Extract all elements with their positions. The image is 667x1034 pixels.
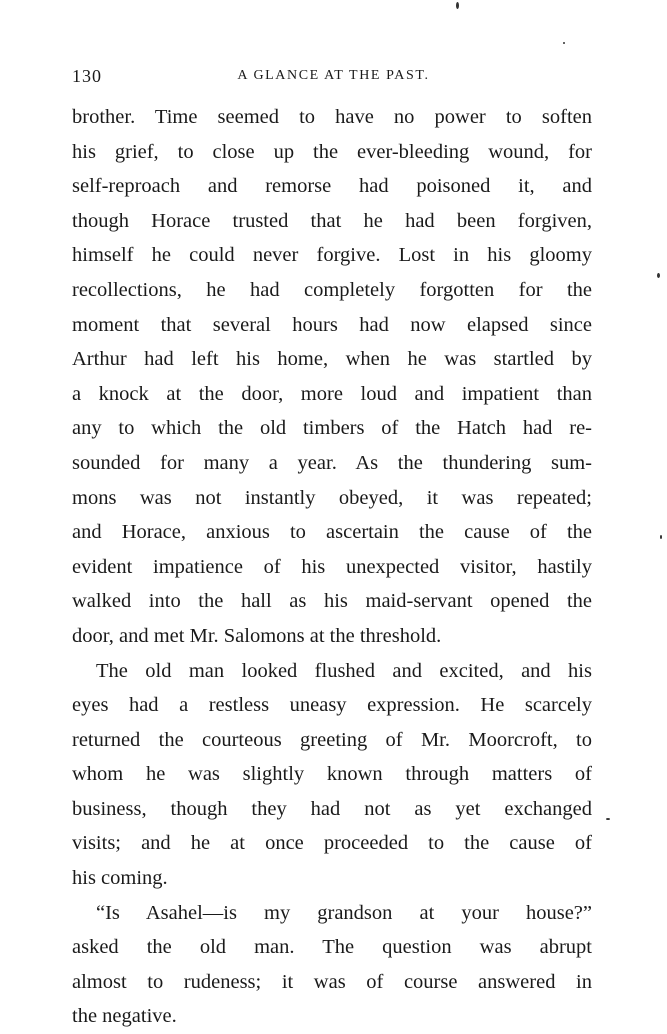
text-line: a knock at the door, more loud and impatient than (72, 382, 592, 405)
text-line: though Horace trusted that he had been forgiven, (72, 209, 592, 232)
text-line: and Horace, anxious to ascertain the cause of the (72, 521, 592, 544)
text-line: The old man looked flushed and excited, and his (96, 659, 592, 682)
scan-speck (563, 42, 565, 44)
text-line: recollections, he had completely forgotten for the (72, 278, 592, 301)
text-line: any to which the old timbers of the Hatch had re- (72, 417, 592, 440)
text-line: “Is Asahel—is my grandson at your house?” (96, 901, 592, 924)
scan-speck (657, 273, 660, 278)
scan-speck (660, 535, 662, 539)
text-line: Arthur had left his home, when he was startled by (72, 348, 592, 371)
page-number: 130 (72, 66, 102, 86)
text-line: eyes had a restless uneasy expression. He scarcely (72, 694, 592, 717)
scan-speck (456, 2, 459, 9)
text-line: his coming. (72, 867, 168, 890)
scan-speck (606, 818, 610, 820)
running-title: A GLANCE AT THE PAST. (237, 68, 430, 83)
text-line: his grief, to close up the ever-bleeding wound, for (72, 140, 592, 163)
text-line: whom he was slightly known through matters of (72, 763, 592, 786)
text-line: business, though they had not as yet exchanged (72, 797, 592, 820)
text-line: returned the courteous greeting of Mr. Moorcroft, to (72, 728, 592, 751)
text-line: self-reproach and remorse had poisoned it, and (72, 175, 592, 198)
text-line: mons was not instantly obeyed, it was repeated; (72, 486, 592, 509)
body-text (72, 100, 592, 1034)
text-line: asked the old man. The question was abrupt (72, 936, 592, 959)
text-line: sounded for many a year. As the thundering sum- (72, 451, 592, 474)
text-line: the negative. (72, 1005, 177, 1028)
running-head (72, 66, 595, 90)
text-line: almost to rudeness; it was of course answered in (72, 970, 592, 993)
text-line: door, and met Mr. Salomons at the threshold. (72, 624, 442, 647)
text-line: evident impatience of his unexpected visitor, hastily (72, 555, 592, 578)
text-line: walked into the hall as his maid-servant opened the (72, 590, 592, 613)
text-line: brother. Time seemed to have no power to soften (72, 106, 592, 128)
text-line: moment that several hours had now elapsed since (72, 313, 592, 336)
text-line: himself he could never forgive. Lost in his gloomy (72, 244, 592, 267)
text-line: visits; and he at once proceeded to the cause of (72, 832, 592, 855)
